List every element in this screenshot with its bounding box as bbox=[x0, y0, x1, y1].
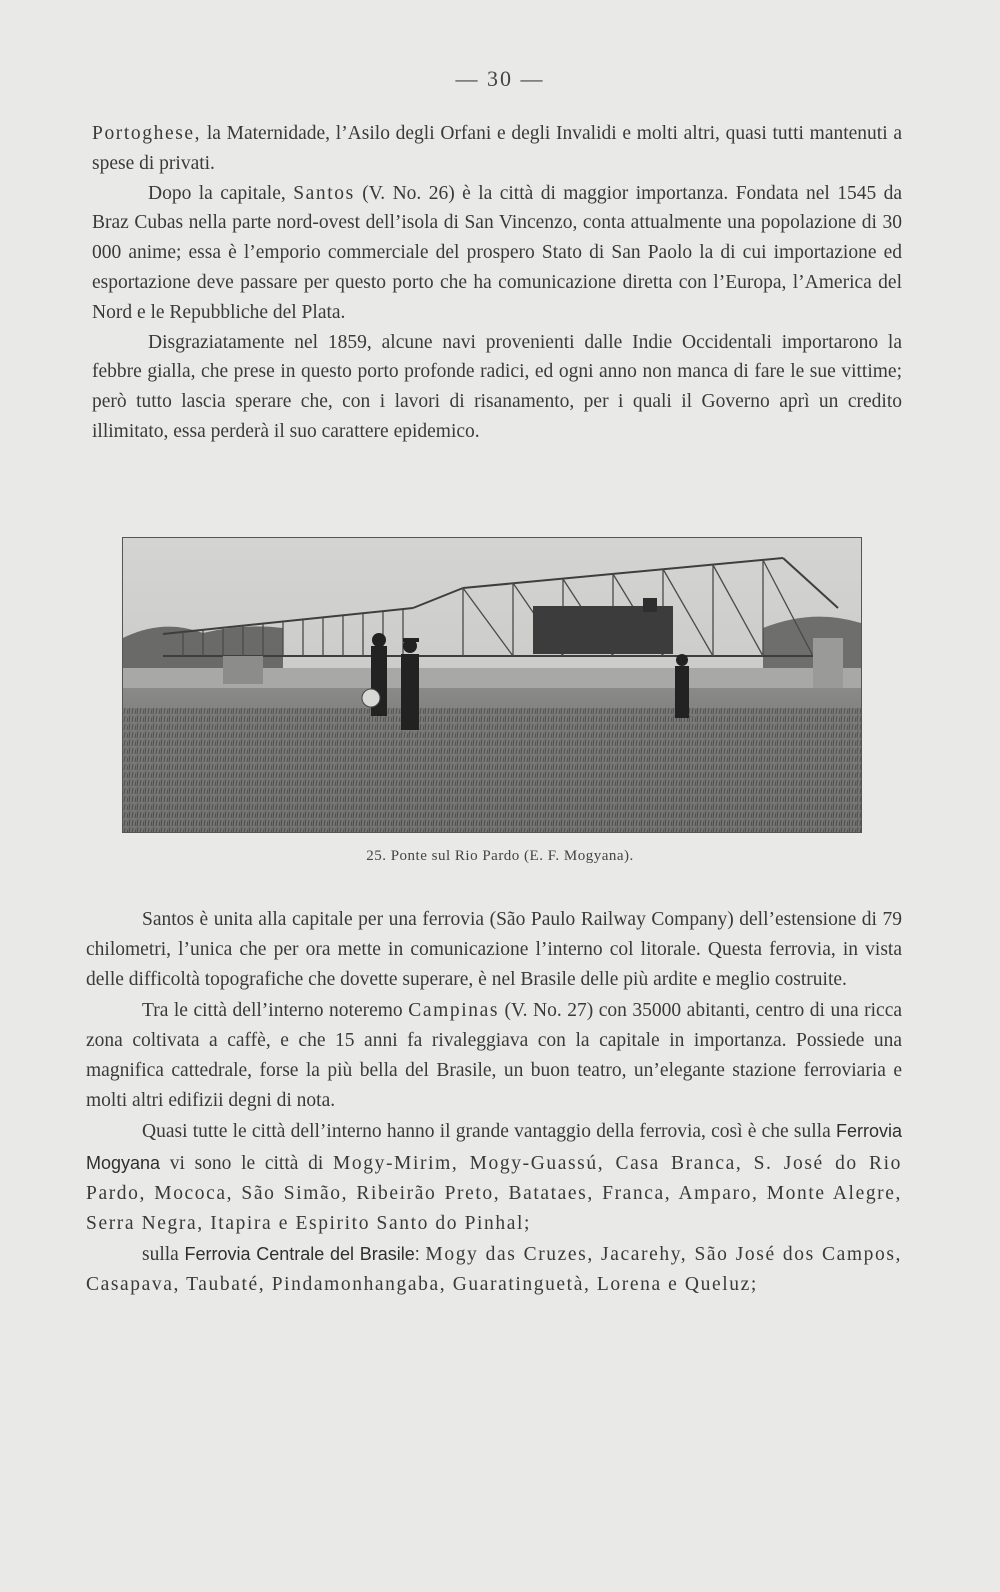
paragraph bbox=[92, 179, 902, 328]
text: Tra le città dell’interno noteremo bbox=[142, 999, 403, 1021]
paragraph bbox=[86, 1116, 902, 1239]
paragraph bbox=[92, 119, 902, 179]
bridge-illustration bbox=[123, 538, 861, 832]
text: (V. No. 27) con 35000 abitanti, centro di una ricca zona coltivata a caffè, e che 15 anni fa rivaleggiava con la capitale in importanza. Possiede una magnifica cattedrale, forse la più bella del Brasile, un buon teatro, un’elegante stazione ferroviaria e molti altri edifizii degni di nota. bbox=[86, 999, 903, 1112]
figure-caption: 25. Ponte sul Rio Pardo (E. F. Mogyana). bbox=[366, 848, 634, 864]
paragraph bbox=[86, 1239, 902, 1300]
text-block-top bbox=[92, 119, 902, 447]
text: la Maternidade, l’Asilo degli Orfani e degli Invalidi e molti altri, quasi tutti mantenuti a spese di privati. bbox=[92, 123, 903, 174]
text: Quasi tutte le città dell’interno hanno il grande vantaggio della ferrovia, così è che sulla bbox=[142, 1121, 831, 1143]
place-name: Campinas bbox=[408, 999, 500, 1021]
text-block-bottom bbox=[86, 905, 902, 1301]
place-name: Santos bbox=[293, 182, 355, 204]
paragraph bbox=[86, 996, 902, 1117]
paragraph: Disgraziatamente nel 1859, alcune navi provenienti dalle Indie Occidentali importarono la febbre gialla, che prese in questo porto profonde radici, ed ogni anno non manca di fare le sue vittime; però tutto lascia sperare che, con i lavori di risanamento, per i quali il Governo aprì un credito illimitato, essa perderà il suo carattere epidemico. bbox=[92, 331, 902, 442]
paragraph: Santos è unita alla capitale per una ferrovia (São Paulo Railway Company) dell’estensione di 79 chilometri, l’unica che per ora mette in comunicazione l’interno col litorale. Questa ferrovia, in vista delle difficoltà topografiche che dovette superare, è nel Brasile delle più ardite e meglio costruite. bbox=[86, 909, 902, 991]
city-list: Mogy das Cruzes, Jacarehy, São José dos Campos, Casapava, Taubaté, Pindamonhangaba, Guaratinguetà, Lorena e Queluz; bbox=[86, 1244, 903, 1296]
text: (V. No. 26) è la città di maggior importanza. Fondata nel 1545 da Braz Cubas nella parte nord-ovest dell’isola di San Vincenzo, conta attualmente una popolazione di 30 000 anime; essa è l’emporio commerciale del prospero Stato di San Paolo la di cui importazione ed esportazione deve passare per questo porto che ha comunicazione diretta con l’Europa, l’America del Nord e le Repubbliche del Plata. bbox=[92, 182, 903, 323]
page-number: — 30 — bbox=[455, 66, 545, 91]
bridge-photograph bbox=[122, 537, 862, 833]
city-list: Mogy-Mirim, Mogy-Guassú, Casa Branca, S. José do Rio Pardo, Mococa, São Simão, Ribeirão Preto, Batataes, Franca, Amparo, Monte Alegre, Serra Negra, Itapira e Espirito Santo do Pinhal; bbox=[86, 1152, 903, 1235]
railway-name: Ferrovia Centrale del Brasile: bbox=[184, 1244, 420, 1265]
text-spaced: Portoghese, bbox=[92, 123, 202, 144]
text: sulla bbox=[142, 1244, 179, 1266]
text: Dopo la capitale, bbox=[148, 182, 286, 204]
text: vi sono le città di bbox=[169, 1152, 324, 1174]
railway-name: Ferrovia Mogyana bbox=[86, 1121, 903, 1173]
